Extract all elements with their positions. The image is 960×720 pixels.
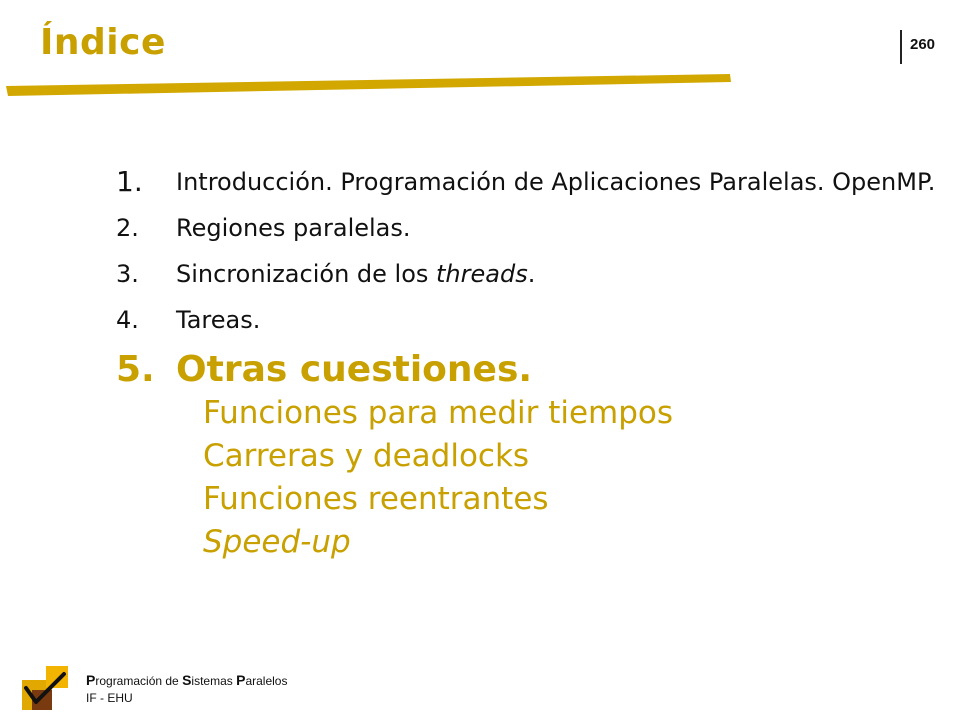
- table-of-contents: [116, 164, 936, 564]
- toc-item-2: [116, 210, 936, 246]
- toc-item-number: 4.: [116, 306, 139, 334]
- toc-item-3: [116, 256, 936, 292]
- toc-subitem: Speed-up: [203, 524, 351, 560]
- toc-subitems: [203, 392, 936, 564]
- title-underline-bar: [4, 70, 734, 100]
- page-number-divider: [900, 30, 902, 64]
- toc-item-text-part: Sincronización de los: [176, 260, 437, 288]
- toc-item-text: Introducción. Programación de Aplicaciones Paralelas. OpenMP.: [176, 168, 936, 196]
- toc-subitem: Funciones reentrantes: [203, 481, 549, 517]
- toc-item-text-italic: threads: [436, 260, 528, 288]
- footer-line-1: Programación de Sistemas Paralelos: [86, 672, 288, 688]
- toc-item-text: Tareas.: [176, 306, 261, 334]
- toc-subitem: Carreras y deadlocks: [203, 438, 530, 474]
- toc-item-text: Otras cuestiones.: [176, 349, 533, 390]
- toc-item-text-part: .: [527, 260, 536, 288]
- toc-item-number: 2.: [116, 214, 139, 242]
- toc-item-number: 1.: [116, 165, 143, 198]
- toc-item-1: [116, 164, 936, 200]
- toc-item-5-current: [116, 348, 936, 392]
- toc-item-number: 3.: [116, 260, 139, 288]
- toc-item-text: [176, 256, 936, 292]
- page-number: 260: [910, 36, 936, 53]
- footer-course-name: [86, 672, 287, 707]
- toc-item-number: 5.: [116, 349, 155, 390]
- toc-item-4: [116, 302, 936, 338]
- course-logo-icon: [22, 666, 68, 710]
- toc-subitem: Funciones para medir tiempos: [203, 395, 674, 431]
- page-title: Índice: [40, 22, 166, 63]
- toc-item-text: Regiones paralelas.: [176, 214, 411, 242]
- footer-line-2: IF - EHU: [86, 691, 133, 705]
